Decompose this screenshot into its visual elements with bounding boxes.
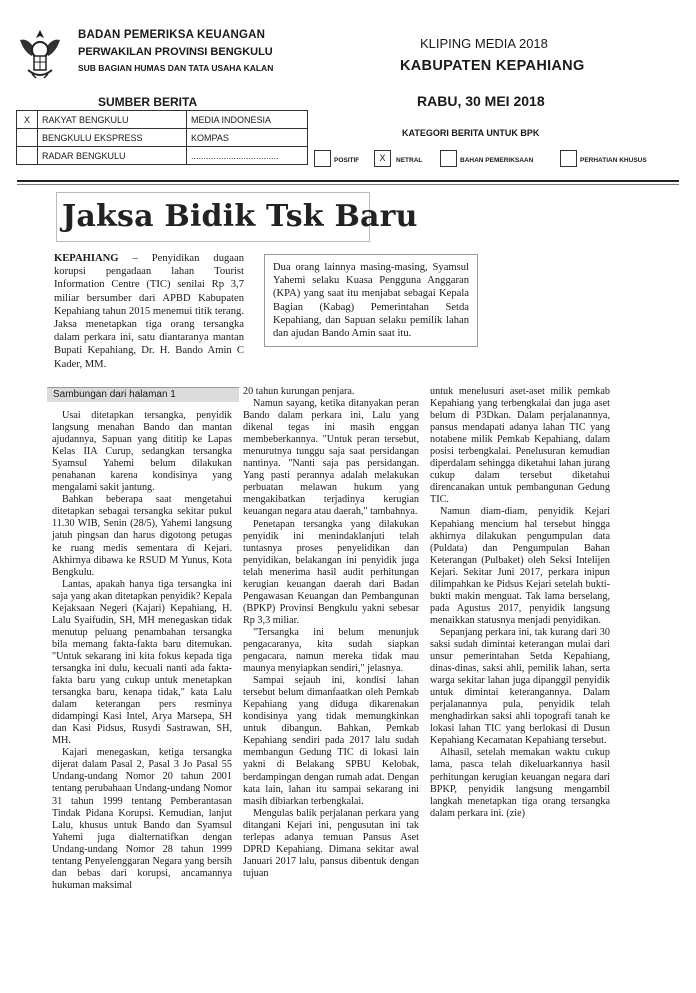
paragraph: Kajari menegaskan, ketiga tersangka dijerat dalam Pasal 2, Pasal 3 Jo Pasal 55 Undang-undang Nomor 20 tahun 2001 tentang perubahaan Undang-undang Nomor 31 tahun 1999 tentang Pemberantasan Tindak Pidana Korupsi. Kemudian, lanjut Lalu, khusus untuk Bando dan Syamsul Yahemi juga dialternatifkan dengan Undang-undang Nomor 28 tahun 1999 tentang Penyelenggaran Negara yang bersih dan bebas dari korupsi, ancamannya hukuman maksimal <box>52 747 232 891</box>
paragraph: Bahkan beberapa saat mengetahui ditetapkan sebagai tersangka sekitar pukul 11.30 WIB, Senin (28/5), Yahemi langsung jatuh pingsan dan harus digotong petugas ke ruang medis sementara di Kejari. Akhirnya dibawa ke RSUD M Yunus, Kota Bengkulu. <box>52 494 232 578</box>
article-lead <box>54 252 244 371</box>
publication-date: RABU, 30 MEI 2018 <box>417 93 545 109</box>
sumber-berita-title: SUMBER BERITA <box>98 95 198 109</box>
source-right: ................................... <box>187 147 308 165</box>
divider <box>17 184 679 185</box>
source-mark: X <box>17 111 38 129</box>
category-checkbox-positif <box>314 150 331 167</box>
source-row <box>17 129 308 147</box>
lead-text: – Penyidikan dugaan korupsi pengadaan lahan Tourist Information Centre (TIC) senilai Rp 3,7 miliar bersumber dari APBD Kabupaten Kepahiang tahun 2015 menemui titik terang. Jaksa menetapkan tiga orang tersangka dalam perkara ini, satu diantaranya mantan Bupati Kepahiang, Dr. H. Bando Amin C Kader, MM. <box>54 253 244 370</box>
org-name: BADAN PEMERIKSA KEUANGAN <box>78 29 266 41</box>
paragraph: Mengulas balik perjalanan perkara yang ditangani Kejari ini, pengusutan ini tak terlepas adanya temuan Pansus Aset DPRD Kepahiang. Dimana sekitar awal Januari 2017 lalu, pansus dibentuk dengan tujuan <box>243 807 419 879</box>
paragraph: Namun sayang, ketika ditanyakan peran Bando dalam perkara ini, Lalu yang dikenal tegas ini masih enggan membeberkannya. "Untuk peran tersebut, menurutnya tunggu saja saat persidangan nantinya. "Nanti saja pas persidangan. Yang pasti perannya adalah melakukan perbuatan melawan hukum yang mengakibatkan terjadinya kerugian keuangan negara atau daerah," tambahnya. <box>243 398 419 518</box>
category-label-netral: NETRAL <box>396 157 423 164</box>
source-table <box>16 110 308 165</box>
article-headline: Jaksa Bidik Tsk Baru <box>62 199 418 234</box>
category-label-perhatian: PERHATIAN KHUSUS <box>580 157 647 164</box>
paragraph: Alhasil, setelah memakan waktu cukup lama, pasca telah dikeluarkannya hasil perhitungan kerugian keuangan negara dari BPKP, penyidik langsung mengambil langkah menetapkan tiga orang tersangka dalam perkara ini. (zie) <box>430 747 610 819</box>
bpk-logo <box>14 26 66 82</box>
source-left: RAKYAT BENGKULU <box>38 111 187 129</box>
org-office: PERWAKILAN PROVINSI BENGKULU <box>78 46 273 58</box>
paragraph: Sepanjang perkara ini, tak kurang dari 30 saksi sudah dimintai keterangan mulai dari unsur pemerintahan Setda Kepahiang, dinas-dinas, saksi ahli, pemilik lahan, serta warga sekitar lahan juga dipanggil penyidik untuk dimintai keterangannya. Dalam perjalanannya pula, penyidik telah menghadirkan saksi ahli topografi tanah ke lokasi lahan TIC yang berlokasi di Dusun Kepahiang Kecamatan Kepahiang tersebut. <box>430 626 610 747</box>
article-column-1 <box>52 410 232 892</box>
category-checkbox-bahan <box>440 150 457 167</box>
paragraph: "Tersangka ini belum menunjuk pengacaranya, kita sudah siapkan pengacara, namun mereka tidak mau maunya menyiapkan sendiri," jelasnya. <box>243 626 419 675</box>
category-label-positif: POSITIF <box>334 157 360 164</box>
kliping-title: KLIPING MEDIA 2018 <box>420 36 548 51</box>
source-right: MEDIA INDONESIA <box>187 111 308 129</box>
category-checkbox-perhatian <box>560 150 577 167</box>
divider <box>17 180 679 182</box>
kabupaten-title: KABUPATEN KEPAHIANG <box>400 58 585 74</box>
article-box: Dua orang lainnya masing-masing, Syamsul Yahemi selaku Kuasa Pengguna Anggaran (KPA) yang saat itu menjabat sebagai Kepala Bagian (Kabag) Pemerintahan Setda Kepahiang, dan Sapuan selaku pemilik lahan dan ajudan Bando Amin saat itu. <box>264 254 478 347</box>
paragraph: Lantas, apakah hanya tiga tersangka ini saja yang akan ditetapkan penyidik? Kepala Kejaksaan Negeri (Kajari) Kepahiang, H. Lalu Syaifudin, SH, MH menegaskan tidak menutup peluang penambahan tersangka bila memang fakta-fakta baru ditemukan. "Untuk sekarang ini kita fokus kepada tiga tersangka ini dulu, kecuali nanti ada fakta-fakta baru yang cukup untuk menetapkan tersangka baru, kenapa tidak," kata Lalu dalam keterangan pers resminya didampingi Kasi Intel, Arya Marsepa, SH dan Kasi Pidsus, Rusydi Sastrawan, SH, MH. <box>52 578 232 747</box>
source-left: RADAR BENGKULU <box>38 147 187 165</box>
article-column-3 <box>430 386 610 820</box>
kategori-title: KATEGORI BERITA UNTUK BPK <box>402 128 540 138</box>
paragraph: Penetapan tersangka yang dilakukan penyidik ini menindaklanjuti telah tuntasnya proses penyelidikan dan penyidikan, belakangan ini penyidik juga telah menerima hasil audit perhitungan kerugian keuangan daerah dari Badan Pengawasan Keuangan dan Pembangunan (BPKP) Provinsi Bengkulu yakni sebesar Rp 3,3 miliar. <box>243 518 419 626</box>
source-row <box>17 111 308 129</box>
source-left: BENGKULU EKSPRESS <box>38 129 187 147</box>
paragraph: untuk menelusuri aset-aset milik pemkab Kepahiang yang terbengkalai dan juga aset belum di P3Dkan. Dalam perjalanannya, pansus mendapati adanya lahan TIC yang notabene milik Pemkab Kepahiang, dalam posisi terbengkalai. Penelusuran kemudian diperdalam sehingga diketahui lahan jurang cukup dalam tersebut diketahui direncanakan untuk pembangunan Gedung TIC. <box>430 386 610 506</box>
source-mark <box>17 129 38 147</box>
paragraph: Usai ditetapkan tersangka, penyidik langsung menahan Bando dan mantan ajudannya, Sapuan yang dititip ke Lapas Kelas IIA Curup, sedangkan tersangka Syamsul Yahemi belum dilakukan penahanan karena kondisinya yang mengalami sakit jantung. <box>52 410 232 494</box>
paragraph: Namun diam-diam, penyidik Kejari Kepahiang mencium hal tersebut hingga akhirnya dilakukan pengumpulan data (Puldata) dan Pengumpulan Bahan Keterangan (Pulbaket) oleh Seksi Intelijen Kejari. Sekitar Juni 2017, perkara inipun dilimpahkan ke Pidsus Kejari setelah bukti-bukti makin menguat. Tak lama berselang, pada Agustus 2017, penyidik langsung menaikkan statusnya menjadi penyidikan. <box>430 506 610 626</box>
category-label-bahan: BAHAN PEMERIKSAAN <box>460 157 534 164</box>
category-checkbox-netral: X <box>374 150 391 167</box>
dateline: KEPAHIANG <box>54 253 119 264</box>
source-row <box>17 147 308 165</box>
source-right: KOMPAS <box>187 129 308 147</box>
paragraph: 20 tahun kurungan penjara. <box>243 386 355 397</box>
continuation-label: Sambungan dari halaman 1 <box>47 387 239 402</box>
paragraph: Sampai sejauh ini, kondisi lahan tersebut belum dimanfaatkan oleh Pemkab Kepahiang yang diduga dikarenakan kondisinya yang tidak memungkinkan untuk dibangun. Bahkan, Pemkab Kepahiang sendiri pada 2017 lalu sudah membangun Gedung TIC di lokasi lain yakni di Belakang SPBU Kelobak, berdampingan dengan rumah adat. Dengan kata lain, lahan itu sampai sekarang ini masih dibiarkan terbengkalai. <box>243 675 419 807</box>
article-column-2 <box>243 386 419 880</box>
source-mark <box>17 147 38 165</box>
org-subdivision: SUB BAGIAN HUMAS DAN TATA USAHA KALAN <box>78 63 274 73</box>
